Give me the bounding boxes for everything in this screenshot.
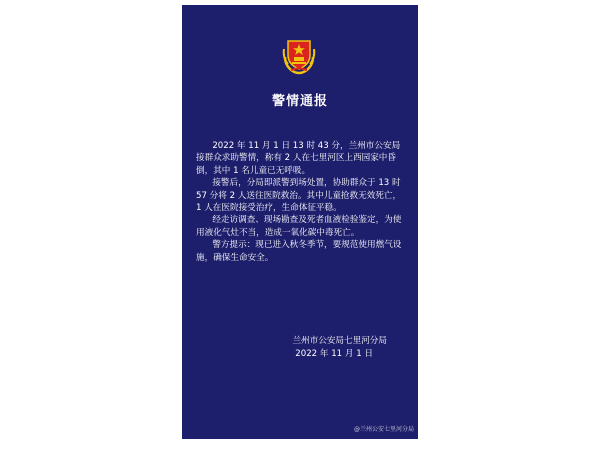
issuer-name: 兰州市公安局七里河分局 xyxy=(292,336,387,346)
police-emblem-icon xyxy=(279,35,319,75)
notice-paragraph: 经走访调查、现场勘查及死者血液检验鉴定，为使用液化气灶不当，造成一氧化碳中毒死亡。 xyxy=(196,215,402,238)
notice-title: 警情通报 xyxy=(271,94,328,109)
watermark-text: @兰州公安七里河分局 xyxy=(353,426,414,433)
notice-body xyxy=(196,140,406,264)
notice-paragraph: 警方提示：现已进入秋冬季节，要规范使用燃气设施，确保生命安全。 xyxy=(196,240,402,263)
issue-date: 2022 年 11 月 1 日 xyxy=(295,349,373,359)
notice-paragraph: 接警后，分局即派警到场处置，协助群众于 13 时 57 分将 2 人送往医院救治。其中儿童抢救无效死亡，1 人在医院接受治疗，生命体征平稳。 xyxy=(196,178,402,214)
notice-card xyxy=(182,5,418,439)
notice-paragraph: 2022 年 11 月 1 日 13 时 43 分，兰州市公安局接群众求助警情，称有 2 人在七里河区上西园家中昏倒，其中 1 名儿童已无呼吸。 xyxy=(196,141,401,176)
signature-block xyxy=(182,335,387,361)
